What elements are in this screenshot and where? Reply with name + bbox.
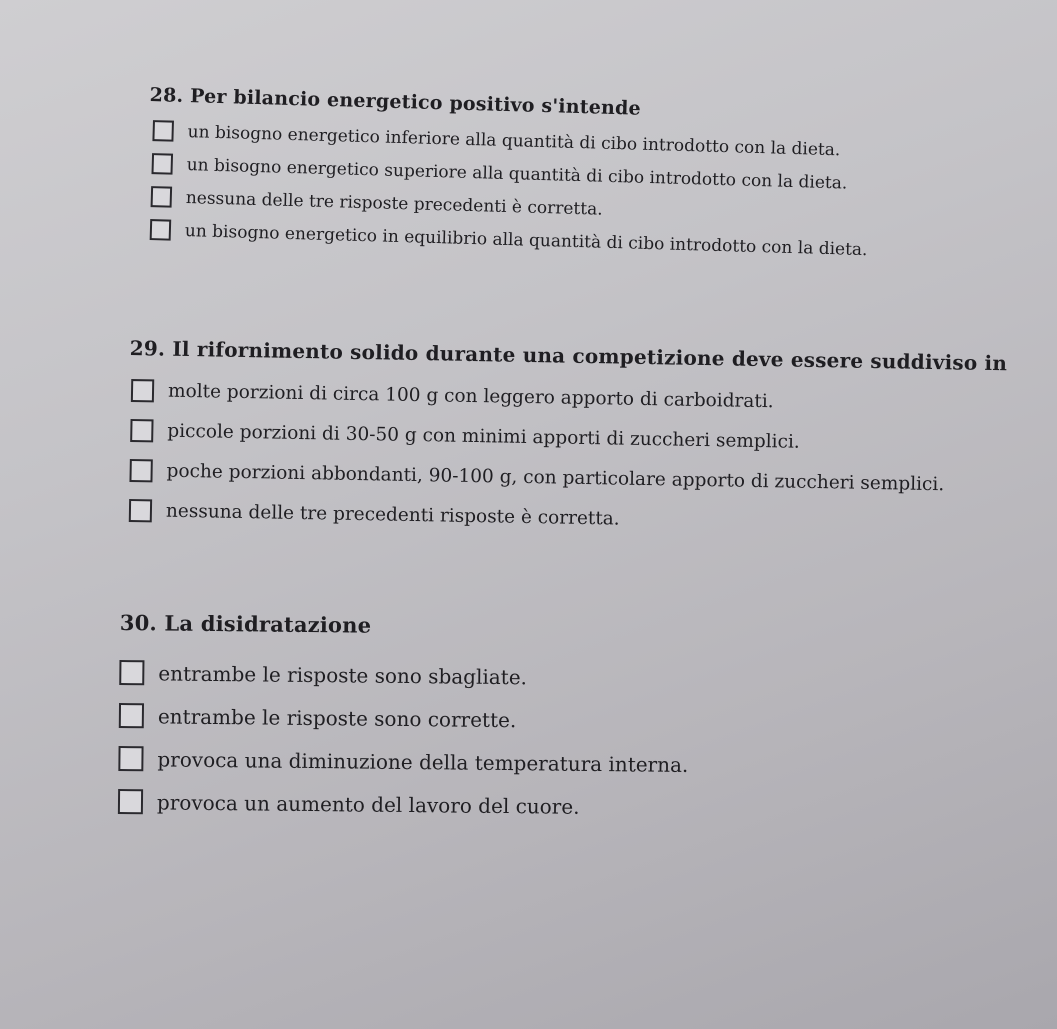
checkbox[interactable] <box>118 789 143 814</box>
answer-option[interactable] <box>119 651 689 700</box>
option-label: un bisogno energetico inferiore alla quantità di cibo introdotto con la dieta. <box>187 121 841 160</box>
checkbox[interactable] <box>151 186 173 208</box>
option-label: molte porzioni di circa 100 g con leggero apporto di carboidrati. <box>167 380 774 412</box>
question-title: 29. Il rifornimento solido durante una competizione deve essere suddiviso in <box>129 336 1008 376</box>
checkbox[interactable] <box>118 746 143 771</box>
checkbox[interactable] <box>129 499 152 522</box>
question-title: 30. La disidratazione <box>119 610 372 638</box>
option-label: nessuna delle tre risposte precedenti è corretta. <box>185 187 603 220</box>
option-label: un bisogno energetico superiore alla quantità di cibo introdotto con la dieta. <box>186 154 848 194</box>
question-29 <box>127 336 1008 545</box>
option-label: entrambe le risposte sono corrette. <box>157 703 517 732</box>
checkbox[interactable] <box>119 660 144 685</box>
option-label: provoca una diminuzione della temperatura interna. <box>157 746 689 777</box>
checkbox[interactable] <box>152 120 174 142</box>
checkbox[interactable] <box>150 219 172 241</box>
option-label: nessuna delle tre precedenti risposte è corretta. <box>165 500 620 530</box>
checkbox[interactable] <box>129 459 152 482</box>
answer-option[interactable] <box>118 737 688 786</box>
checkbox[interactable] <box>131 379 154 402</box>
option-label: piccole porzioni di 30-50 g con minimi apporti di zuccheri semplici. <box>167 420 800 453</box>
checkbox[interactable] <box>119 703 144 728</box>
question-28 <box>145 84 871 266</box>
checkbox[interactable] <box>130 419 153 442</box>
question-30 <box>118 610 690 829</box>
option-label: provoca un aumento del lavoro del cuore. <box>156 789 580 819</box>
option-label: poche porzioni abbondanti, 90-100 g, con particolare apporto di zuccheri semplici. <box>166 460 945 495</box>
checkbox[interactable] <box>151 153 173 175</box>
answer-option[interactable] <box>118 780 688 829</box>
option-label: un bisogno energetico in equilibrio alla quantità di cibo introdotto con la dieta. <box>184 220 868 260</box>
option-label: entrambe le risposte sono sbagliate. <box>158 660 528 689</box>
question-title: 28. Per bilancio energetico positivo s'intende <box>149 84 642 120</box>
answer-option[interactable] <box>119 694 689 743</box>
